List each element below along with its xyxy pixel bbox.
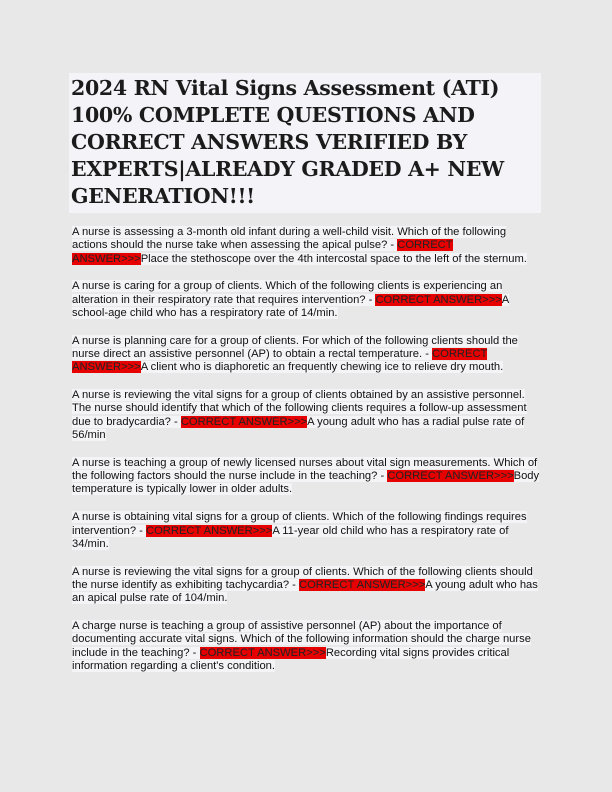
qa-item (72, 620, 542, 673)
qa-item (72, 389, 542, 442)
qa-item (72, 280, 542, 320)
answer-text: A young adult who has a radial pulse rate of 56/min (72, 415, 525, 442)
question-text: A nurse is planning care for a group of clients. For which of the following clients should the nurse direct an assistive personnel (AP) to obtain a rectal temperature. - (72, 334, 518, 361)
answer-text: Body temperature is typically lower in older adults. (72, 470, 540, 496)
qa-list (72, 226, 542, 688)
correct-answer-marker: CORRECT ANSWER>>> (180, 415, 308, 428)
qa-item (72, 511, 542, 551)
answer-text: A young adult who has an apical pulse rate of 104/min. (72, 578, 538, 605)
answer-text: Recording vital signs provides critical information regarding a client's condition. (72, 646, 510, 672)
correct-answer-marker: CORRECT ANSWER>>> (72, 348, 488, 374)
qa-item (72, 226, 542, 266)
correct-answer-marker: CORRECT ANSWER>>> (146, 524, 273, 537)
answer-text: A 11-year old child who has a respiratory rate of 34/min. (72, 524, 509, 550)
question-text: A nurse is caring for a group of clients. Which of the following clients is experiencing an alteration in their respiratory rate that requires intervention? - (72, 280, 503, 306)
question-text: A nurse is teaching a group of newly licensed nurses about vital sign measurements. Which of the following factors should the nurse include in the teaching? - (72, 456, 538, 483)
answer-text: Place the stethoscope over the 4th intercostal space to the left of the sternum. (140, 252, 527, 265)
title-block (69, 73, 541, 213)
document-title: 2024 RN Vital Signs Assessment (ATI) 100% COMPLETE QUESTIONS AND CORRECT ANSWERS VERIFIED BY EXPERTS|ALREADY GRADED A+ NEW GENERATION!!! (71, 76, 504, 208)
question-text: A nurse is reviewing the vital signs for a group of clients. Which of the following clients should the nurse identify as exhibiting tachycardia? - (72, 565, 533, 591)
correct-answer-marker: CORRECT ANSWER>>> (72, 239, 453, 265)
question-text: A nurse is assessing a 3-month old infant during a well-child visit. Which of the following actions should the nurse take when assessing the apical pulse? - (72, 226, 507, 252)
question-text: A nurse is obtaining vital signs for a group of clients. Which of the following findings requires intervention? - (72, 511, 527, 537)
answer-text: A school-age child who has a respiratory rate of 14/min. (72, 293, 510, 319)
qa-item (72, 457, 542, 497)
correct-answer-marker: CORRECT ANSWER>>> (298, 578, 426, 591)
correct-answer-marker: CORRECT ANSWER>>> (387, 470, 514, 483)
answer-text: A client who is diaphoretic an frequently chewing ice to relieve dry mouth. (140, 361, 504, 374)
correct-answer-marker: CORRECT ANSWER>>> (199, 646, 326, 659)
correct-answer-marker: CORRECT ANSWER>>> (375, 293, 502, 306)
qa-item (72, 566, 542, 606)
question-text: A nurse is reviewing the vital signs for a group of clients obtained by an assistive personnel. The nurse should identify that which of the following clients requires a follow-up assessment due to bradycardia? - (72, 389, 527, 428)
question-text: A charge nurse is teaching a group of assistive personnel (AP) about the importance of documenting accurate vital signs. Which of the following information should the charge nurse include in the teaching? - (72, 620, 531, 659)
qa-item (72, 335, 542, 375)
